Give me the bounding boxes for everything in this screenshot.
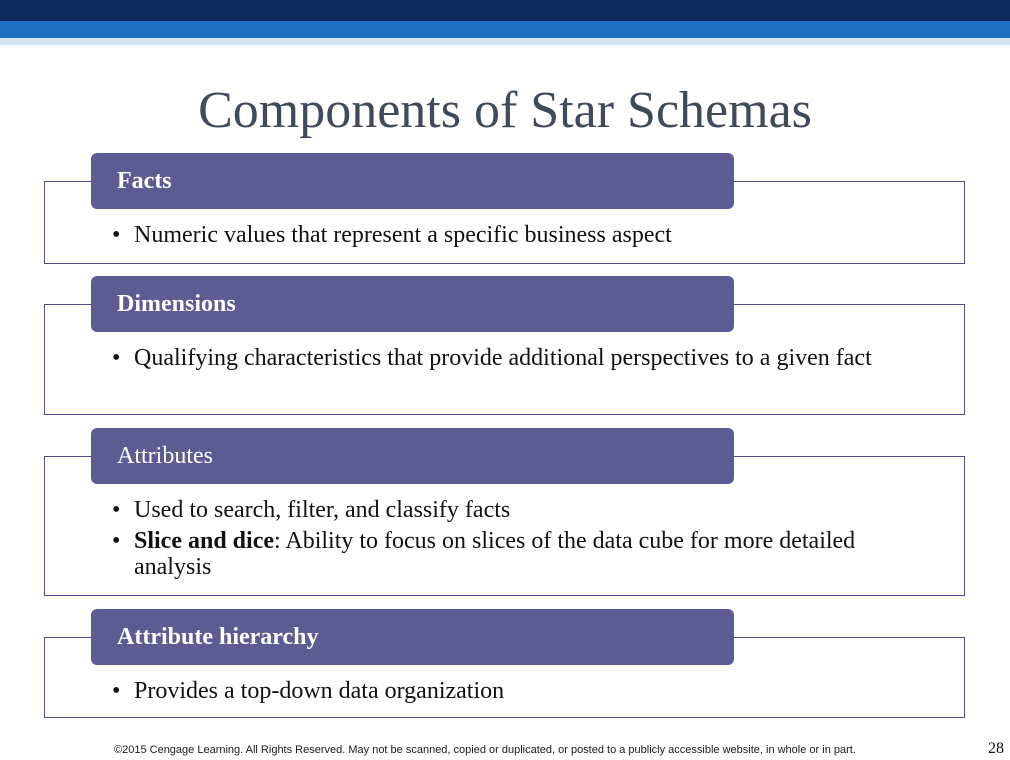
bullet-icon: • xyxy=(112,222,121,248)
bullet-icon: • xyxy=(112,497,121,523)
bullet-icon: • xyxy=(112,678,121,704)
attribute-hierarchy-header: Attribute hierarchy xyxy=(91,609,734,665)
list-item xyxy=(112,678,932,704)
top-band-dark xyxy=(0,0,1010,21)
attribute-hierarchy-bullets xyxy=(112,678,932,709)
facts-bullets xyxy=(112,222,932,253)
bullet-icon: • xyxy=(112,528,121,554)
dimensions-header: Dimensions xyxy=(91,276,734,332)
bullet-text: Qualifying characteristics that provide additional perspectives to a given fact xyxy=(134,345,872,371)
bullet-icon: • xyxy=(112,345,121,371)
facts-header: Facts xyxy=(91,153,734,209)
list-item xyxy=(112,345,932,371)
top-band-light xyxy=(0,38,1010,45)
bullet-text: Used to search, filter, and classify facts xyxy=(134,497,511,523)
dimensions-bullets xyxy=(112,345,932,376)
copyright-footer: ©2015 Cengage Learning. All Rights Reserved. May not be scanned, copied or duplicated, or posted to a publicly accessible website, in whole or in part. xyxy=(114,744,856,756)
attributes-header: Attributes xyxy=(91,428,734,484)
slide-title: Components of Star Schemas xyxy=(198,82,812,139)
list-item xyxy=(112,497,932,523)
bullet-text: : Ability to focus on slices of the data cube for more detailed analysis xyxy=(134,528,856,580)
bullet-text: Provides a top-down data organization xyxy=(134,678,505,704)
attributes-bullets xyxy=(112,497,932,585)
list-item xyxy=(112,528,932,580)
bullet-term: Slice and dice xyxy=(134,528,275,554)
page-number: 28 xyxy=(988,740,1004,757)
top-band-blue xyxy=(0,21,1010,38)
list-item xyxy=(112,222,932,248)
bullet-text: Numeric values that represent a specific business aspect xyxy=(134,222,672,248)
